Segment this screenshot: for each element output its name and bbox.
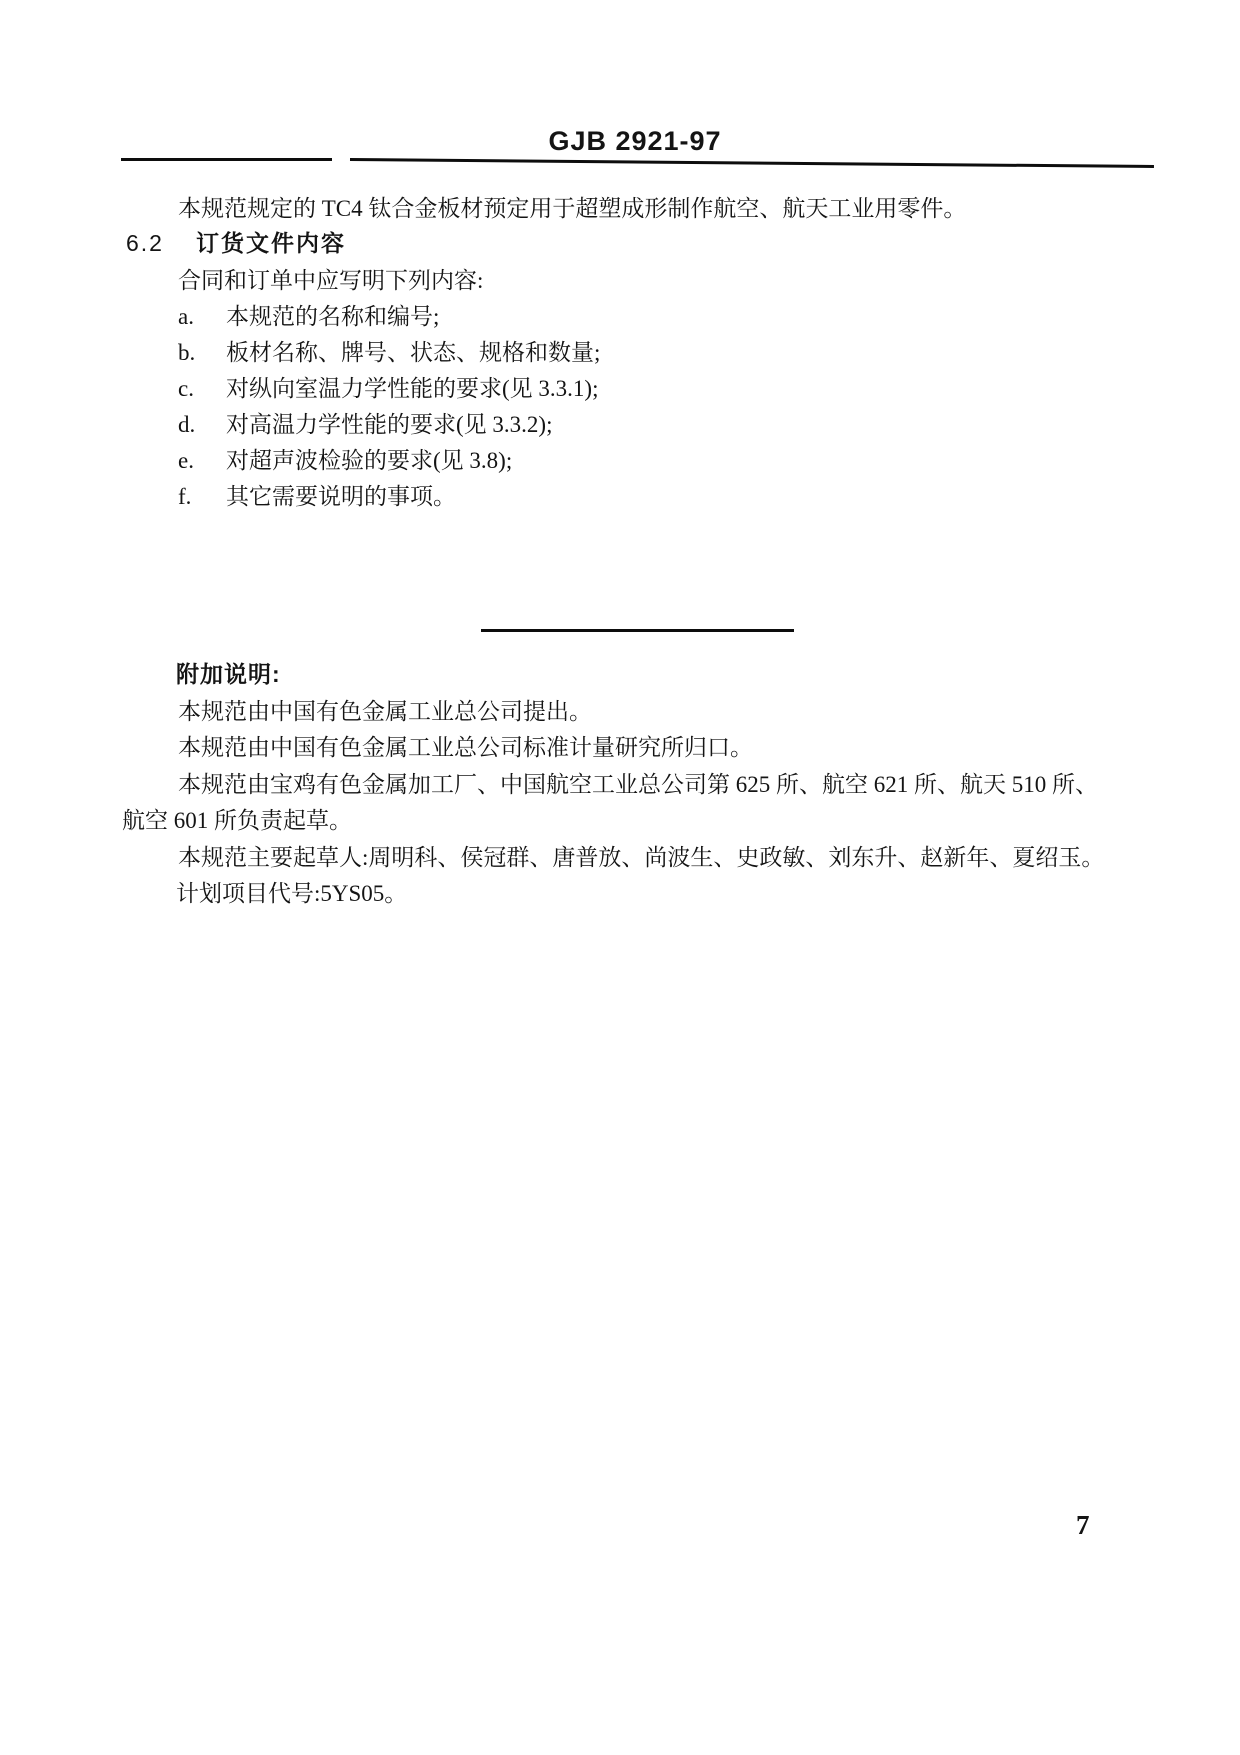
list-item-text: 本规范的名称和编号;	[226, 304, 440, 329]
header-rule-right	[350, 158, 1154, 168]
note-line: 本规范主要起草人:周明科、侯冠群、唐普放、尚波生、史政敏、刘东升、赵新年、夏绍玉。	[178, 845, 1105, 870]
list-item-letter: c.	[178, 376, 194, 401]
list-item-text: 其它需要说明的事项。	[226, 484, 456, 509]
intro-paragraph: 本规范规定的 TC4 钛合金板材预定用于超塑成形制作航空、航天工业用零件。	[178, 196, 967, 221]
note-line: 本规范由中国有色金属工业总公司标准计量研究所归口。	[178, 735, 753, 760]
list-item-text: 对超声波检验的要求(见 3.8);	[226, 448, 513, 473]
list-item	[178, 334, 600, 367]
section-number: 6.2	[126, 230, 164, 256]
page-number: 7	[1076, 1510, 1090, 1540]
list-item	[178, 406, 552, 439]
note-line: 计划项目代号:5YS05。	[176, 881, 408, 906]
list-item-text: 板材名称、牌号、状态、规格和数量;	[226, 340, 601, 365]
list-item	[178, 478, 456, 511]
list-item-letter: a.	[178, 304, 194, 329]
list-item-letter: f.	[178, 484, 192, 509]
section-heading	[126, 225, 346, 258]
note-line: 本规范由宝鸡有色金属加工厂、中国航空工业总公司第 625 所、航空 621 所、航天 510 所、	[178, 772, 1098, 797]
list-item-text: 对纵向室温力学性能的要求(见 3.3.1);	[226, 376, 599, 401]
section-lead-sentence: 合同和订单中应写明下列内容:	[178, 268, 484, 293]
section-divider-rule	[481, 629, 794, 632]
standard-number-header: GJB 2921-97	[548, 126, 722, 156]
additional-notes-heading: 附加说明:	[176, 661, 281, 687]
list-item	[178, 370, 598, 403]
note-line: 航空 601 所负责起草。	[122, 808, 352, 833]
list-item-letter: e.	[178, 448, 194, 473]
list-item	[178, 298, 439, 331]
list-item	[178, 442, 512, 475]
note-line: 本规范由中国有色金属工业总公司提出。	[178, 699, 592, 724]
list-item-letter: b.	[178, 340, 196, 365]
list-item-text: 对高温力学性能的要求(见 3.3.2);	[226, 412, 553, 437]
section-title: 订货文件内容	[195, 230, 346, 256]
list-item-letter: d.	[178, 412, 196, 437]
header-rule-left	[121, 158, 332, 161]
